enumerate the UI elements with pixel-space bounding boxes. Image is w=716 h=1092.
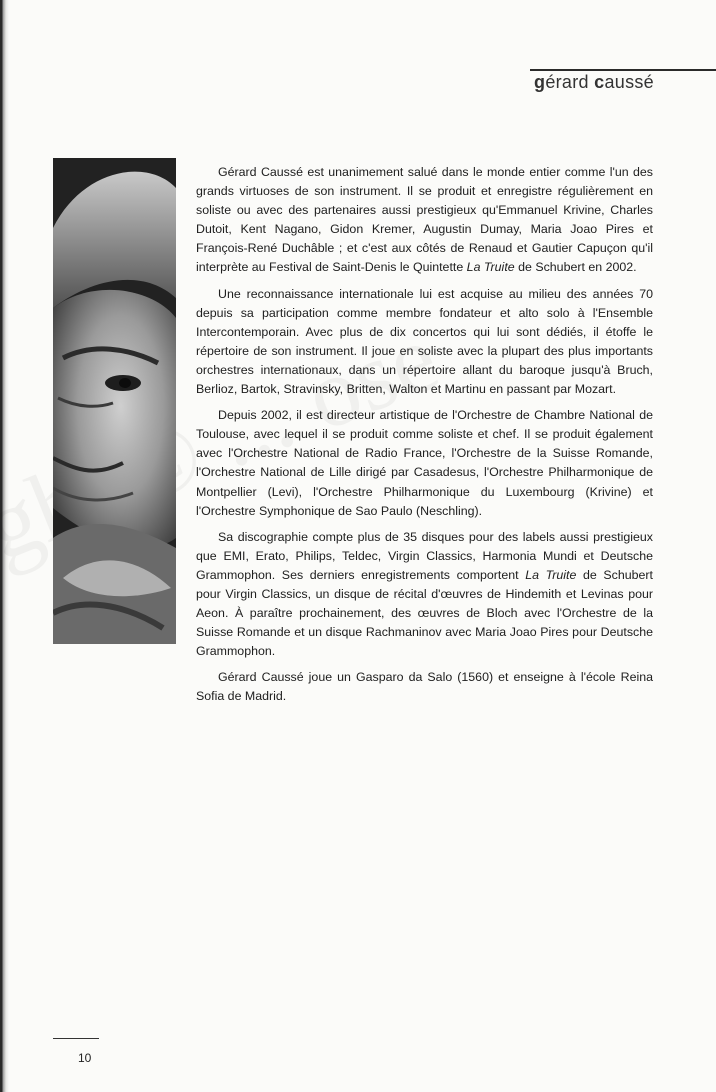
- paragraph-4-run-1: Sa discographie compte plus de 35 disques pour des labels aussi prestigieux que EMI, Erato, Philips, Teldec, Virgin Classics, Harmonia Mundi et Deutsche Grammophon. Ses derniers enregistrements comportent: [196, 529, 653, 582]
- paragraph-2: Une reconnaissance internationale lui est acquise au milieu des années 70 depuis sa participation comme membre fondateur et alto solo à l'Ensemble Intercontemporain. Avec plus de dix concertos qui lui sont dédiés, il étoffe le répertoire de son instrument. Il joue en soliste avec la plupart des plus importants orchestres internationaux, dans un répertoire allant du baroque jusqu'à Bruch, Berlioz, Bartok, Stravinsky, Britten, Walton et Martinu en passant par Mozart.: [196, 286, 653, 397]
- paragraph-4: [196, 528, 653, 662]
- page-title: [534, 72, 654, 93]
- paragraph-1-run-1: Gérard Caussé est unanimement salué dans le monde entier comme l'un des grands virtuoses de son instrument. Il se produit et enregistre régulièrement en soliste ou avec des partenaires aussi prestigieux qu'Emmanuel Krivine, Charles Dutoit, Kent Nagano, Gidon Kremer, Augustin Dumay, Maria Joao Pires et François-René Duchâble ; et c'est aux côtés de Renaud et Gautier Capuçon qu'il interprète au Festival de Saint-Denis le Quintette: [196, 165, 653, 275]
- page-edge: [0, 0, 9, 1092]
- title-letter-g: g: [534, 72, 546, 92]
- header-rule: [530, 69, 716, 71]
- paragraph-4-run-3: de Schubert pour Virgin Classics, un disque de récital d'œuvres de Hindemith et Levinas pour Aeon. À paraître prochainement, des œuvres de Bloch avec l'Orchestre de la Suisse Romande et un disque Rachmaninov avec Maria Joao Pires pour Deutsche Grammophon.: [196, 567, 653, 659]
- biography-text: [196, 163, 653, 714]
- paragraph-1-run-3: de Schubert en 2002.: [514, 260, 637, 275]
- paragraph-3: Depuis 2002, il est directeur artistique de l'Orchestre de Chambre National de Toulouse, avec lequel il se produit comme soliste et chef. Il se produit également avec l'Orchestre National de Radio France, l'Orchestre de la Suisse Romande, l'Orchestre National de Lille dirigé par Casadesus, l'Orchestre Philharmonique de Montpellier (Levi), l'Orchestre Philharmonique du Luxembourg (Krivine) et l'Orchestre Symphonique de Sao Paulo (Neschling).: [196, 408, 653, 518]
- page-number: 10: [78, 1051, 92, 1065]
- title-last-name-rest: aussé: [604, 72, 654, 92]
- footer-rule: [53, 1038, 99, 1039]
- work-title-la-truite: La Truite: [525, 567, 577, 582]
- title-letter-c: c: [594, 72, 605, 92]
- paragraph-5: Gérard Caussé joue un Gasparo da Salo (1560) et enseigne à l'école Reina Sofia de Madrid.: [196, 670, 653, 704]
- paragraph-1: [196, 163, 653, 278]
- title-first-name-rest: érard: [545, 72, 595, 92]
- portrait-photo: [53, 158, 176, 644]
- work-title-la-truite: La Truite: [466, 260, 515, 275]
